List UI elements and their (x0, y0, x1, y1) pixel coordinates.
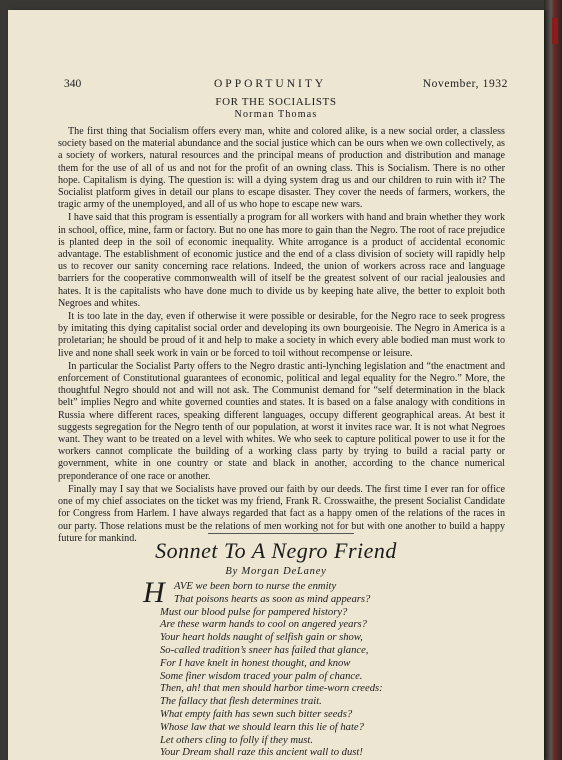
poem-line: Whose law that we should learn this lie of hate? (160, 721, 364, 733)
sonnet-title: Sonnet To A Negro Friend (155, 538, 397, 563)
poem-line: Your heart holds naught of selfish gain or show, (160, 632, 363, 644)
article-title: FOR THE SOCIALISTS (215, 96, 337, 108)
sonnet-byline: By Morgan DeLaney (225, 566, 327, 577)
poem-line: Let others cling to folly if they must. (160, 734, 314, 746)
article-body (58, 126, 505, 546)
article-paragraph: Finally may I say that we Socialists have proved our faith by our deeds. The first time I ever ran for office one of my chief associates on the ticket was my friend, Frank R. Crosswaithe, the present Socialist Candidate for Congress from Harlem. I have always regarded that fact as a happy omen of the relations of the races in our party. Those relations must be the relations of men working not for but with one another to build a happy future for mankind. (58, 483, 505, 544)
poem-line: The fallacy that flesh determines trait. (160, 696, 322, 708)
issue-date: November, 1932 (422, 78, 508, 90)
poem-line: What empty faith has sewn such bitter seeds? (160, 708, 353, 720)
drop-cap: H (143, 576, 165, 609)
poem-line: For I have knelt in honest thought, and know (160, 657, 351, 669)
section-divider (208, 533, 354, 534)
article-paragraph: In particular the Socialist Party offers to the Negro drastic anti-lynching legislation and “the enactment and enforcement of Constitutional guarantees of economic, political and legal equality for the Negro.” More, the thoughtful Negro should not and will not ask. The Communist demand for “self determination in the black belt” implies Negro and white governed counties and states. It is based on a false analogy with conditions in Russia where different races, speaking different languages, occupy different geographical areas. At best it suggests segregation for the Negro tenth of our population, at worst it invites race war. It is not what Negroes want. They want to be treated on a level with whites. We who seek to capture political power to use it for the workers cannot complicate the building of a working class party by trying to build a racial party or government, white in one country or state and black in another, according to the chance numerical preponderance of one race or another. (58, 360, 505, 482)
article-paragraph: It is too late in the day, even if otherwise it were possible or desirable, for the Negro race to seek progress by imitating this dying capitalist social order and developing its own bourgeoisie. The Negro in America is a proletarian; he should be proud of it and help to make a society in which every able bodied man must work to live and none shall seek work in vain or be forced to toil without recompense or leisure. (58, 311, 505, 359)
page-header (64, 78, 508, 94)
magazine-page (8, 10, 544, 760)
poem-line: Must our blood pulse for pampered history? (160, 606, 348, 618)
poem-line: AVE we been born to nurse the enmity (174, 581, 337, 592)
poem-line: Your Dream shall raze this ancient wall to dust! (160, 747, 363, 759)
magazine-title: OPPORTUNITY (214, 78, 327, 90)
sonnet-body (160, 581, 500, 760)
article-author: Norman Thomas (234, 109, 318, 120)
page-edge (544, 0, 562, 760)
bookmark-ribbon (552, 18, 558, 44)
page-number: 340 (64, 78, 82, 90)
poem-line: Then, ah! that men should harbor time-worn creeds: (160, 683, 383, 695)
article-paragraph: I have said that this program is essentially a program for all workers with hand and brain whether they work in school, office, mine, farm or factory. But no one has more to gain than the Negro. The root of race prejudice is planted deep in the soil of economic inequality. White arrogance is a product of accidental economic advantage. The establishment of economic justice and the end of a class division of society will rapidly help us to recover our sanity concerning race relations. Indeed, the union of workers across race and language barriers for the cooperative commonwealth will of itself be the greatest solvent of our racial jealousies and hates. It is the capitalists who have done much to divide us by keeping hate alive, the better to exploit both Negroes and whites. (58, 212, 505, 309)
poem-line: So-called tradition’s sneer has failed that glance, (160, 644, 369, 656)
poem-line: That poisons hearts as soon as mind appears? (174, 593, 371, 605)
poem-line: Some finer wisdom traced your palm of chance. (160, 670, 363, 682)
poem-line: Are these warm hands to cool on angered years? (160, 619, 367, 631)
article-paragraph: The first thing that Socialism offers every man, white and colored alike, is a new social order, a classless society based on the material abundance and the social justice which can be ours when we own collectively, as a society of workers, natural resources and the principal means of production and distribution and manage them for the use of all of us and not for the profit of an owning class. This is Socialism. There is no other hope. Capitalism is dying. The question is: will a dying system drag us and our children to ruin with it? The Socialist platform gives in detail our plans to escape disaster. They cover the needs of farmers, workers, the tragic army of the unemployed, and all of us who hope to escape new wars. (58, 126, 505, 211)
